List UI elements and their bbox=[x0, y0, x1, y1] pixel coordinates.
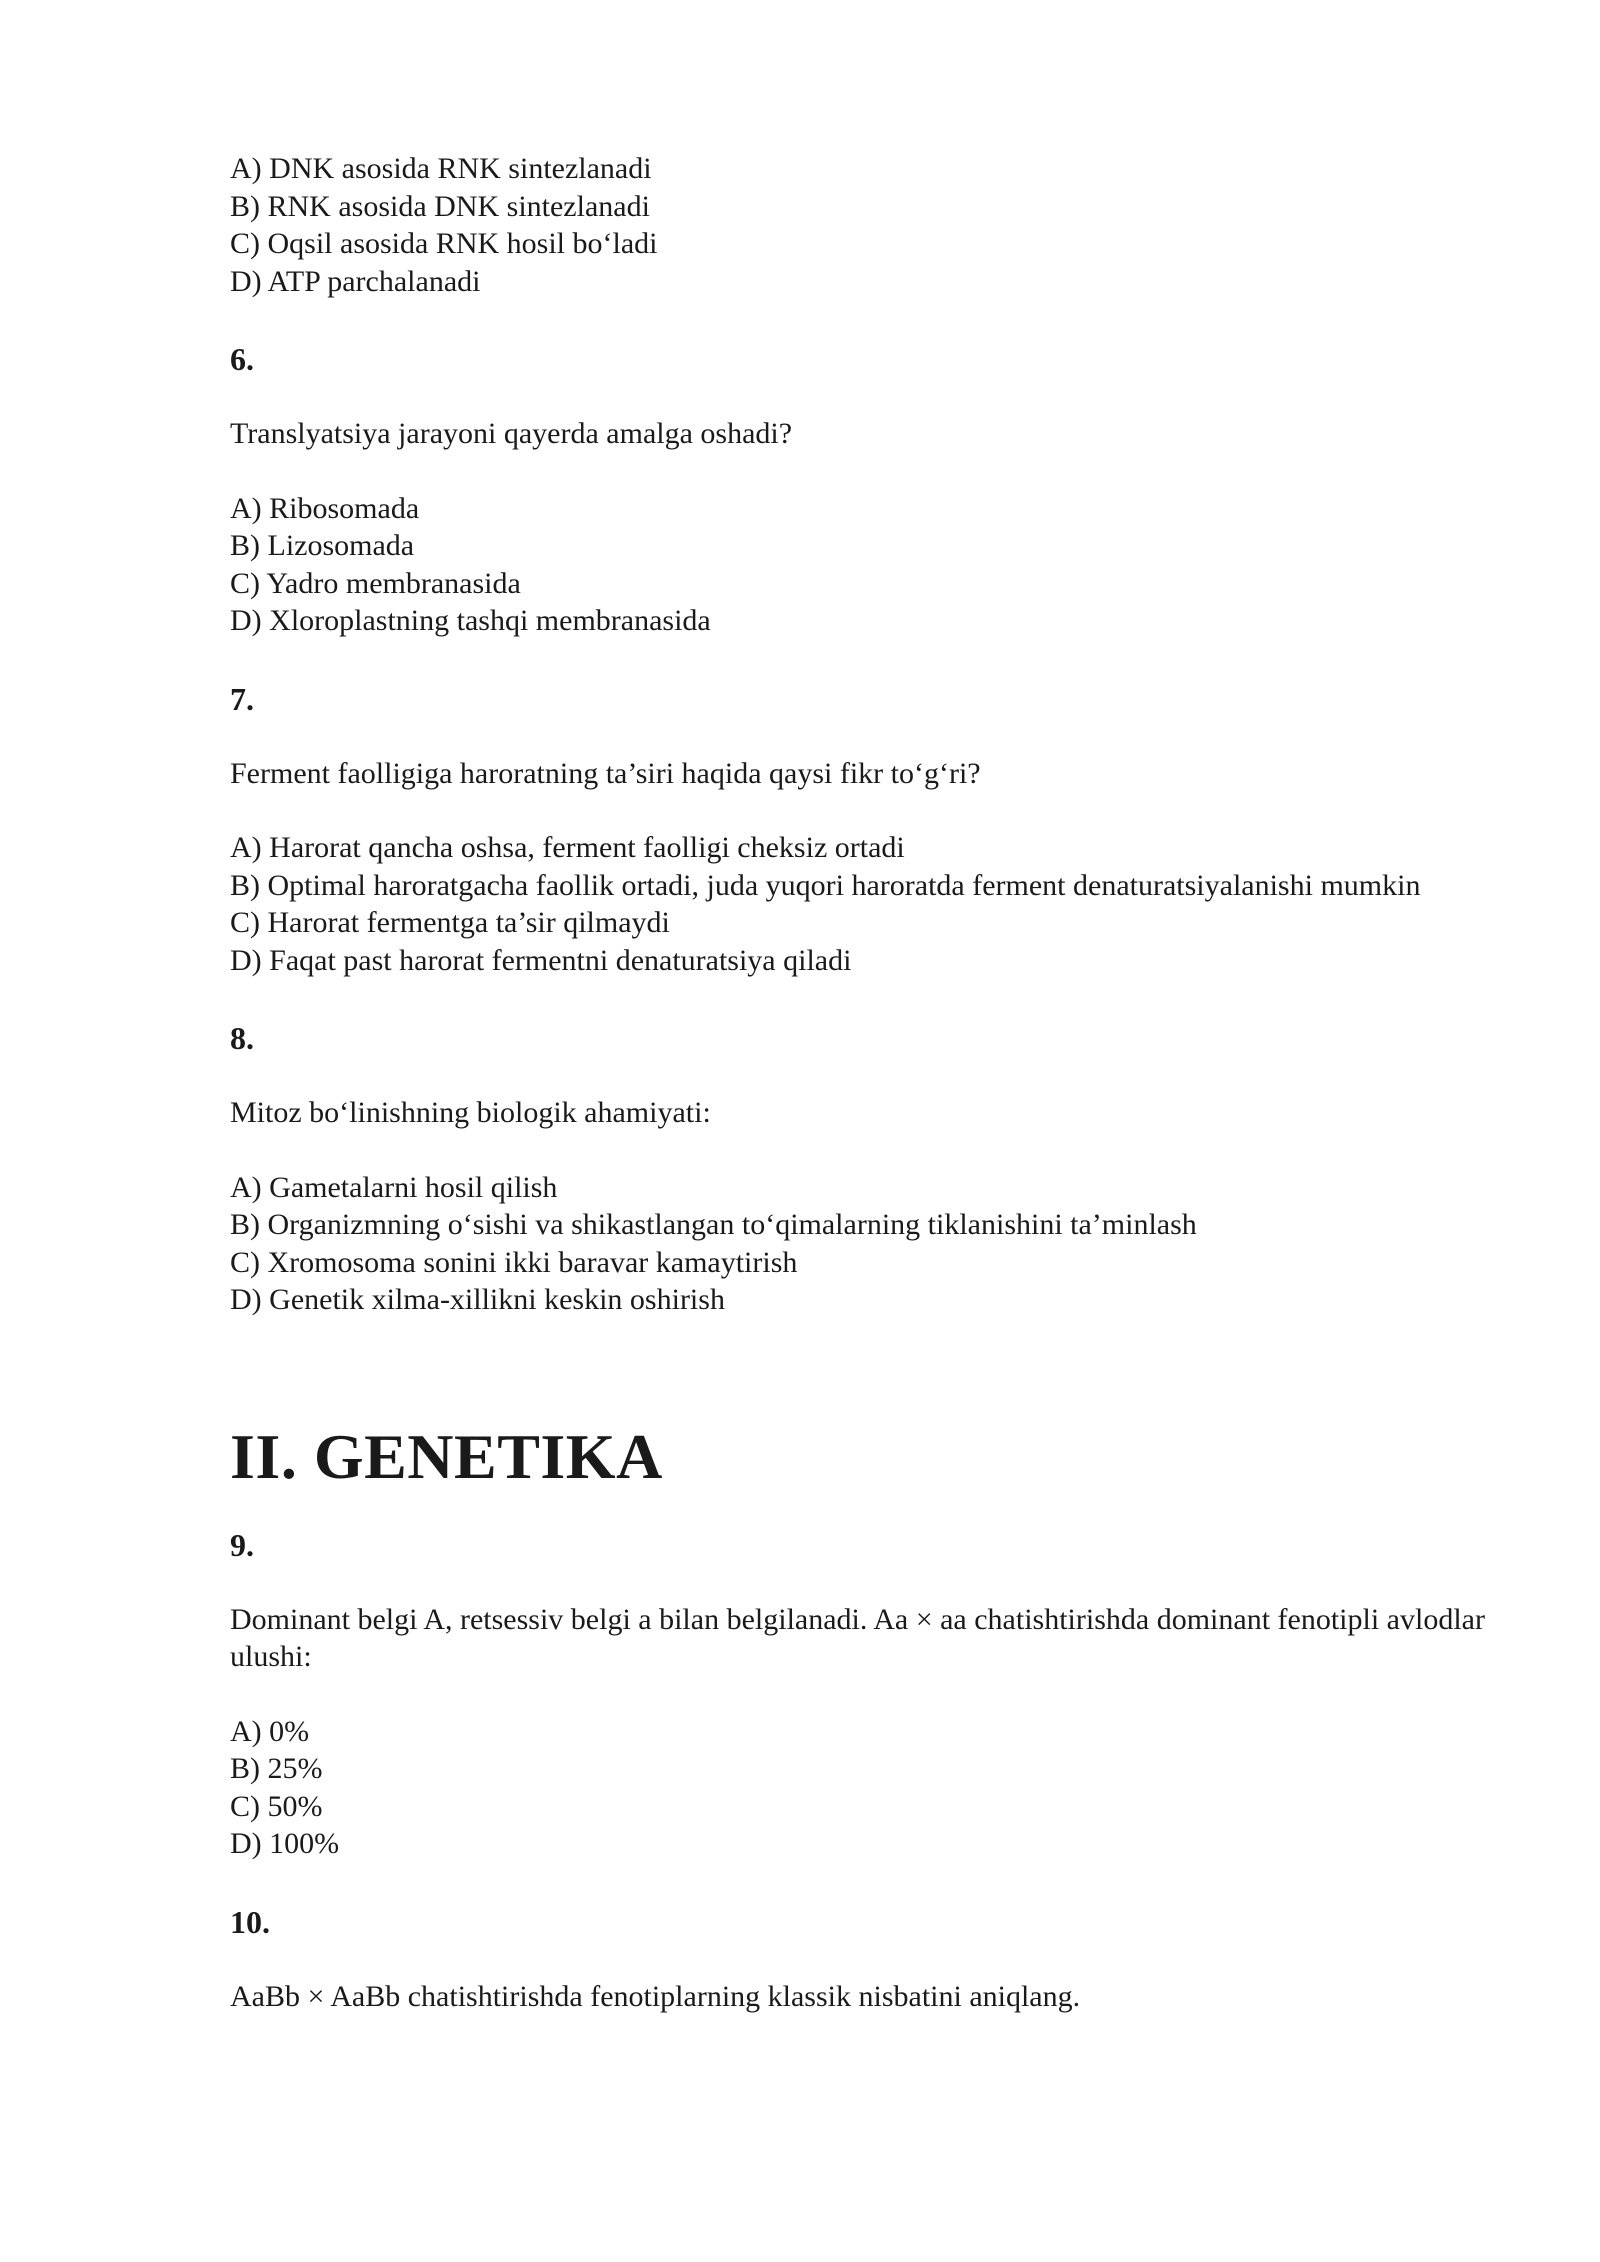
question-8-option-d: D) Genetik xilma-xillikni keskin oshirish bbox=[230, 1283, 725, 1316]
question-7-option-b: B) Optimal haroratgacha faollik ortadi, juda yuqori haroratda ferment denaturatsiyalanishi mumkin bbox=[230, 868, 1421, 902]
document-page bbox=[230, 150, 1490, 2015]
question-10-text: AaBb × AaBb chatishtirishda fenotiplarning klassik nisbatini aniqlang. bbox=[230, 1979, 1081, 2013]
question-9-option-b: B) 25% bbox=[230, 1752, 323, 1785]
question-8-option-c: C) Xromosoma sonini ikki baravar kamaytirish bbox=[230, 1245, 798, 1279]
question-8-option-a: A) Gametalarni hosil qilish bbox=[230, 1170, 558, 1204]
question-5-option-d: D) ATP parchalanadi bbox=[230, 264, 481, 298]
question-6-options bbox=[230, 490, 1490, 640]
question-5-option-b: B) RNK asosida DNK sintezlanadi bbox=[230, 189, 650, 223]
question-9-text: Dominant belgi A, retsessiv belgi a bilan belgilanadi. Aa × aa chatishtirishda dominant fenotipli avlodlar ulushi: bbox=[230, 1602, 1485, 1673]
question-8-option-b: B) Organizmning o‘sishi va shikastlangan to‘qimalarning tiklanishini ta’minlash bbox=[230, 1208, 1197, 1241]
question-9-option-d: D) 100% bbox=[230, 1827, 340, 1860]
question-6-number: 6. bbox=[230, 341, 254, 377]
question-6-option-b: B) Lizosomada bbox=[230, 529, 415, 562]
question-9-option-c: C) 50% bbox=[230, 1789, 323, 1823]
question-7-option-a: A) Harorat qancha oshsa, ferment faolligi cheksiz ortadi bbox=[230, 831, 905, 864]
question-9-options bbox=[230, 1713, 1490, 1863]
question-10-number: 10. bbox=[230, 1903, 270, 1940]
question-8-text: Mitoz bo‘linishning biologik ahamiyati: bbox=[230, 1096, 711, 1129]
question-8-options bbox=[230, 1169, 1490, 1319]
question-6-text: Translyatsiya jarayoni qayerda amalga oshadi? bbox=[230, 417, 793, 450]
section-heading: II. GENETIKA bbox=[230, 1420, 663, 1492]
question-5-option-c: C) Oqsil asosida RNK hosil bo‘ladi bbox=[230, 227, 658, 260]
question-5-options bbox=[230, 150, 1490, 300]
question-6-option-c: C) Yadro membranasida bbox=[230, 566, 521, 600]
question-7-option-d: D) Faqat past harorat fermentni denaturatsiya qiladi bbox=[230, 943, 852, 977]
question-5-option-a: A) DNK asosida RNK sintezlanadi bbox=[230, 152, 652, 185]
question-9-option-a: A) 0% bbox=[230, 1714, 310, 1748]
question-7-option-c: C) Harorat fermentga ta’sir qilmaydi bbox=[230, 906, 670, 939]
question-8-number: 8. bbox=[230, 1020, 254, 1056]
question-7-number: 7. bbox=[230, 680, 254, 717]
question-7-options bbox=[230, 829, 1490, 979]
question-6-option-a: A) Ribosomada bbox=[230, 491, 420, 525]
question-7-text: Ferment faolligiga haroratning ta’siri haqida qaysi fikr to‘g‘ri? bbox=[230, 756, 981, 790]
question-6-option-d: D) Xloroplastning tashqi membranasida bbox=[230, 604, 711, 637]
question-9-number: 9. bbox=[230, 1526, 254, 1563]
